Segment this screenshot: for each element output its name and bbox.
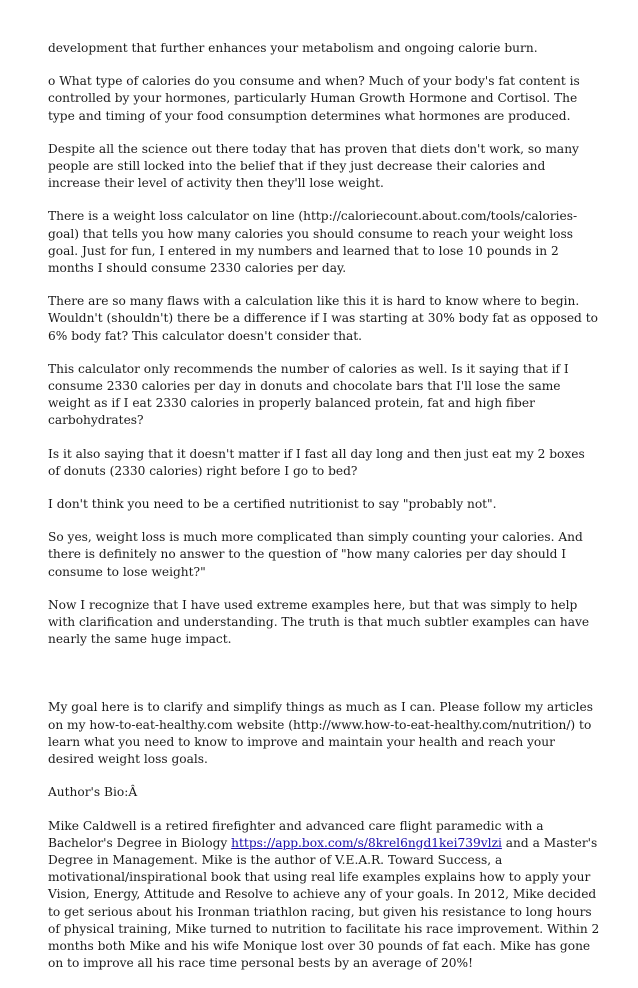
paragraph-diets-science: Despite all the science out there today that has proven that diets don't work, so many people are still locked into the belief that if they just decrease their calories and increase their level of activity then they'll lose weight. [48,141,579,191]
paragraph-calorie-quality: This calculator only recommends the number of calories as well. Is it saying that if I consume 2330 calories per day in donuts and chocolate bars that I'll lose the same weight as if I eat 2330 calories in properly balanced protein, fat and high fiber carbohydrates? [48,361,569,428]
paragraph-extreme-examples: Now I recognize that I have used extreme examples here, but that was simply to help with clarification and understanding. The truth is that much subtler examples can have nearly the same huge impact. [48,597,590,647]
bio-text-before-link: Mike Caldwell is a retired firefighter and advanced care flight paramedic with a Bachelor's Degree in Biology [48,818,544,850]
author-bio-paragraph [48,818,600,973]
paragraph-complicated: So yes, weight loss is much more complicated than simply counting your calories. And there is definitely no answer to the question of "how many calories per day should I consume to lose weight?" [48,530,583,579]
paragraph-goal: My goal here is to clarify and simplify things as much as I can. Please follow my articles on my how-to-eat-healthy.com website (http://www.how-to-eat-healthy.com/nutrition/) to learn what you need to know to improve and maintain your health and reach your desired weight loss goals. [48,700,594,767]
bio-link[interactable]: https://app.box.com/s/8krel6ngd1kei739vlzi [231,835,502,850]
paragraph-probably-not: I don't think you need to be a certified nutritionist to say "probably not". [48,497,497,512]
paragraph-metabolism: development that further enhances your metabolism and ongoing calorie burn. [48,41,538,55]
paragraph-calorie-types: o What type of calories do you consume and when? Much of your body's fat content is controlled by your hormones, particularly Human Growth Hormone and Cortisol. The type and timing of your food consumption determines what hormones are produced. [48,74,580,123]
paragraph-calculator: There is a weight loss calculator on line (http://caloriecount.about.com/tools/calories-goal) that tells you how many calories you should consume to reach your weight loss goal. Just for fun, I entered in my numbers and learned that to lose 10 pounds in 2 months I should consume 2330 calories per day. [48,209,578,276]
author-bio-heading: Author's Bio:Â [48,785,138,800]
paragraph-fasting: Is it also saying that it doesn't matter if I fast all day long and then just eat my 2 boxes of donuts (2330 calories) right before I go to bed? [48,446,585,478]
paragraph-calculation-flaws: There are so many flaws with a calculation like this it is hard to know where to begin. Wouldn't (shouldn't) there be a difference if I was starting at 30% body fat as opposed to 6% body fat? This calculator doesn't consider that. [48,294,598,343]
document-page [48,40,600,988]
bio-text-after-link: and a Master's Degree in Management. Mike is the author of V.E.A.R. Toward Success, a motivational/inspirational book that using real life examples explains how to apply your Vision, Energy, Attitude and Resolve to achieve any of your goals. In 2012, Mike decided to get serious about his Ironman triathlon racing, but given his resistance to long hours of physical training, Mike turned to nutrition to facilitate his race improvement. Within 2 months both Mike and his wife Monique lost over 30 pounds of fat each. Mike has gone on to improve all his race time personal bests by an average of 20%! [48,835,600,971]
